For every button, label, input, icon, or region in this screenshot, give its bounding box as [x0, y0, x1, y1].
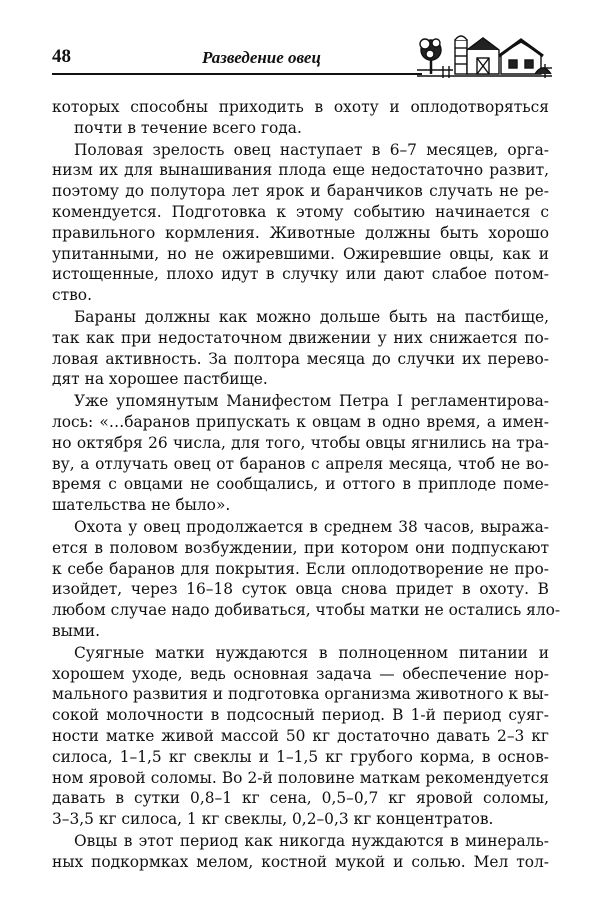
header-rule [52, 73, 422, 75]
running-title: Разведение овец [202, 48, 321, 67]
paragraph [52, 140, 549, 306]
paragraph [52, 643, 549, 830]
text-line: истощенные, плохо идут в случку или дают слабое потом- [52, 265, 549, 284]
text-line: выми. [52, 621, 101, 640]
page-number: 48 [52, 46, 71, 67]
text-line: ство. [52, 286, 92, 305]
text-line: Овцы в этот период как никогда нуждаются в минераль- [74, 831, 549, 850]
text-line: ется в половом возбуждении, при котором они подпускают [52, 538, 549, 557]
text-line: ву, а отлучать овец от баранов с апреля месяца, чтоб не во- [52, 454, 549, 473]
paragraph [52, 307, 549, 390]
text-line: Бараны должны как можно дольше быть на пастбище, [74, 307, 549, 326]
text-line: к себе баранов для покрытия. Если оплодотворение не про- [52, 559, 549, 578]
text-line: 3–3,5 кг силоса, 1 кг свеклы, 0,2–0,3 кг концентратов. [52, 810, 494, 829]
text-line: ности матке живой массой 50 кг достаточно давать 2–3 кг [52, 726, 549, 745]
text-line: лось: «…баранов припускать к овцам в одно время, а имен- [52, 412, 549, 431]
text-line: хорошем уходе, ведь основная задача — обеспечение нор- [52, 664, 549, 683]
text-line: Суягные матки нуждаются в полноценном питании и [74, 643, 549, 662]
text-line: сокой молочности в подсосный период. В 1-й период суяг- [52, 706, 549, 725]
text-line: изойдет, через 16–18 суток овца снова придет в охоту. В [52, 580, 549, 599]
text-line: время с овцами не сообщались, и оттого в приплоде поме- [52, 475, 549, 494]
paragraph [52, 517, 561, 642]
paragraph [52, 391, 549, 516]
page-header [52, 40, 552, 84]
paragraph [52, 97, 549, 139]
text-line: любом случае надо добиваться, чтобы матки не остались яло- [52, 601, 561, 620]
text-line: низм их для вынашивания плода еще недостаточно развит, [52, 161, 549, 180]
text-line: Уже упомянутым Манифестом Петра I регламентирова- [74, 392, 549, 411]
farm-illustration-icon [417, 32, 552, 82]
text-line: но октября 26 числа, для того, чтобы овцы ягнились на тра- [52, 433, 549, 452]
text-line: ных подкормках мелом, костной мукой и солью. Мел тол- [52, 852, 549, 871]
text-line: правильного кормления. Животные должны быть хорошо [52, 223, 549, 242]
text-line: Охота у овец продолжается в среднем 38 часов, выража- [74, 517, 549, 536]
text-line: Половая зрелость овец наступает в 6–7 месяцев, орга- [74, 140, 549, 159]
text-line: почти в течение всего года. [74, 118, 302, 137]
paragraph [52, 831, 549, 873]
text-line: поэтому до полутора лет ярок и баранчиков случать не ре- [52, 182, 549, 201]
text-line: упитанными, но не ожиревшими. Ожиревшие овцы, как и [52, 244, 549, 263]
text-line: мального развития и подготовка организма животного к вы- [52, 685, 549, 704]
body-text [52, 97, 561, 872]
text-line: силоса, 1–1,5 кг свеклы и 1–1,5 кг грубого корма, в основ- [52, 747, 549, 766]
text-line: ном яровой соломы. Во 2-й половине маткам рекомендуется [52, 768, 549, 787]
text-line: комендуется. Подготовка к этому событию начинается с [52, 202, 549, 221]
text-line: ловая активность. За полтора месяца до случки их перево- [52, 349, 549, 368]
text-line: дят на хорошее пастбище. [52, 370, 268, 389]
text-line: которых способны приходить в охоту и оплодотворяться [52, 98, 549, 116]
text-line: шательства не было». [52, 496, 231, 515]
text-line: давать в сутки 0,8–1 кг сена, 0,5–0,7 кг яровой соломы, [52, 789, 549, 808]
text-line: так как при недостаточном движении у них снижается по- [52, 328, 549, 347]
